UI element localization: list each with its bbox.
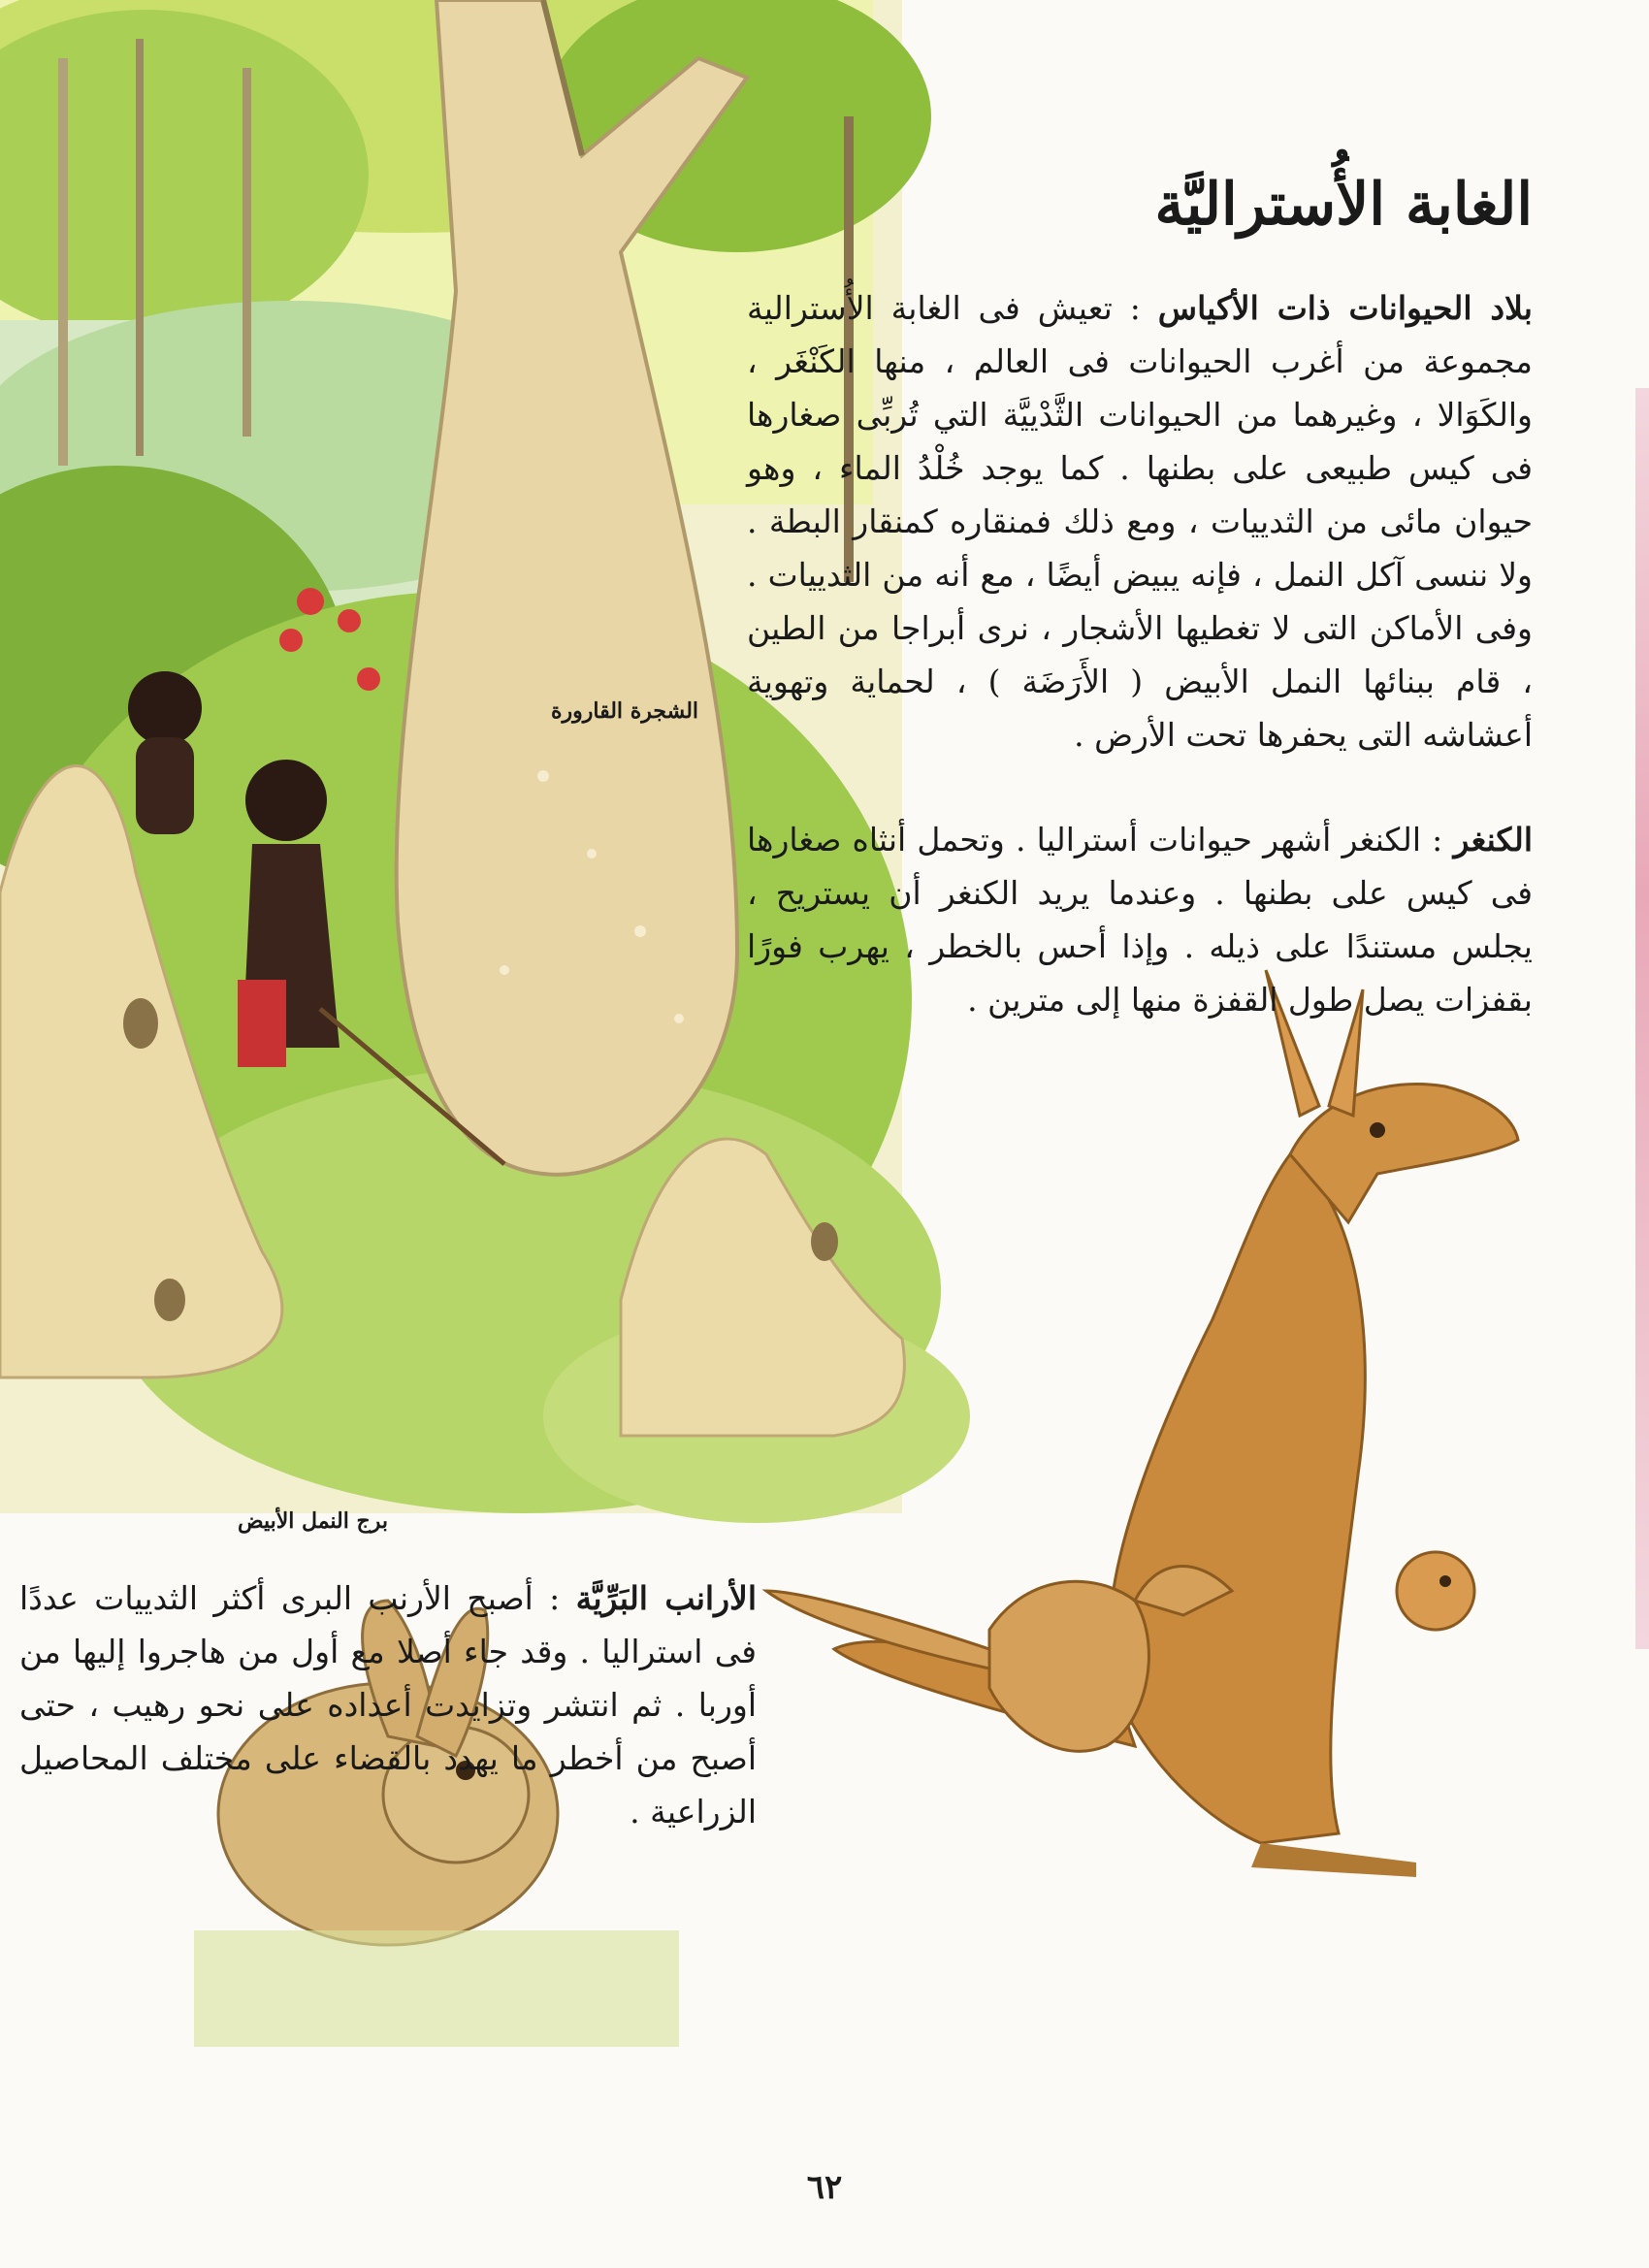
heading-kangaroo: الكنغر [1453, 821, 1533, 859]
page-title: الغابة الأُستراليَّة [1154, 171, 1533, 239]
body-wild-rabbits: : أصبح الأرنب البرى أكثر الثدييات عددًا فى استراليا . وقد جاء أصلا مع أول من هاجروا إليها من أوربا . ثم انتشر وتزايدت أعداده على نحو رهيب ، حتى أصبح من أخطر ما يهدد بالقضاء على مختلف المحاصيل الزراعية . [19, 1579, 757, 1831]
caption-termite-mound: برج النمل الأبيض [238, 1508, 388, 1534]
paragraph-kangaroo [747, 813, 1533, 1026]
paragraph-pouch-animals [747, 281, 1533, 761]
heading-wild-rabbits: الأرانب البَرِّيَّة [575, 1579, 757, 1617]
caption-bottle-tree: الشجرة القارورة [551, 698, 699, 724]
heading-pouch-animals: بلاد الحيوانات ذات الأكياس [1157, 289, 1533, 327]
body-pouch-animals: : تعيش فى الغابة الأُسترالية مجموعة من أغرب الحيوانات فى العالم ، منها الكَنْغَر ، والكَوَالا ، وغيرهما من الحيوانات الثَّدْييَّة التي تُربِّى صغارها فى كيس طبيعى على بطنها . كما يوجد خُلْدُ الماء ، وهو حيوان مائى من الثدييات ، ومع ذلك فمنقاره كمنقار البطة . ولا ننسى آكل النمل ، فإنه يبيض أيضًا ، مع أنه من الثدييات . وفى الأماكن التى لا تغطيها الأشجار ، نرى أبراجا من الطين ، قام ببنائها النمل الأبيض ( الأَرَضَة ) ، لحماية وتهوية أعشاشه التى يحفرها تحت الأرض . [747, 289, 1533, 754]
page-number: ٦٢ [806, 2168, 843, 2207]
paragraph-wild-rabbits [19, 1571, 757, 1838]
body-kangaroo: : الكنغر أشهر حيوانات أستراليا . وتحمل أنثاه صغارها فى كيس على بطنها . وعندما يريد الكنغر أن يستريح ، يجلس مستندًا على ذيله . وإذا أحس بالخطر ، يهرب فورًا بقفزات يصل طول القفزة منها إلى مترين . [747, 821, 1533, 1019]
